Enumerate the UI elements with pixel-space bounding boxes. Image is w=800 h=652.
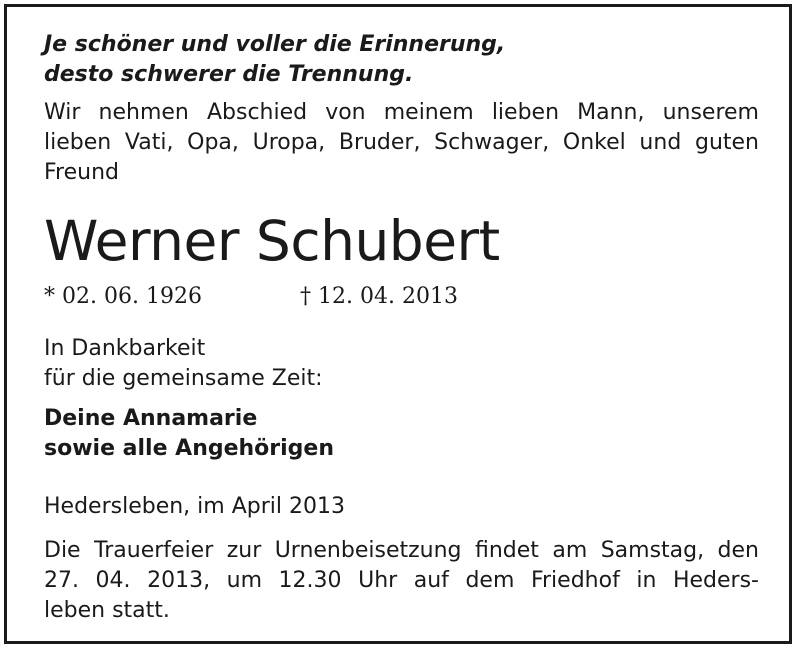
mourner-line-1: Deine Annamarie	[44, 406, 258, 431]
death-date: † 12. 04. 2013	[300, 284, 458, 309]
gratitude-text	[44, 334, 759, 394]
funeral-line-3: leben statt.	[44, 598, 170, 623]
intro-text	[44, 98, 759, 188]
mourner-line-2: sowie alle Angehörigen	[44, 436, 335, 461]
gratitude-line-1: In Dankbarkeit	[44, 336, 206, 361]
obituary-content	[44, 24, 759, 626]
deceased-name: Werner Schubert	[44, 209, 500, 273]
motto	[44, 30, 759, 90]
life-dates	[44, 282, 759, 312]
funeral-notice	[44, 536, 759, 626]
motto-line-2: desto schwerer die Trennung.	[44, 62, 414, 87]
mourners	[44, 404, 759, 464]
motto-line-1: Je schöner und voller die Erinnerung,	[44, 32, 506, 57]
birth-date: * 02. 06. 1926	[44, 284, 202, 309]
place-and-date: Hedersleben, im April 2013	[44, 494, 345, 519]
funeral-line-2: 27. 04. 2013, um 12.30 Uhr auf dem Friedhof in Heders-	[44, 568, 759, 593]
gratitude-line-2: für die gemeinsame Zeit:	[44, 366, 323, 391]
funeral-line-1: Die Trauerfeier zur Urnenbeisetzung findet am Samstag, den	[44, 538, 759, 563]
intro-line-3: Freund	[44, 160, 120, 185]
intro-line-2: lieben Vati, Opa, Uropa, Bruder, Schwager, Onkel und guten	[44, 130, 759, 155]
intro-line-1: Wir nehmen Abschied von meinem lieben Mann, unserem	[44, 100, 759, 125]
